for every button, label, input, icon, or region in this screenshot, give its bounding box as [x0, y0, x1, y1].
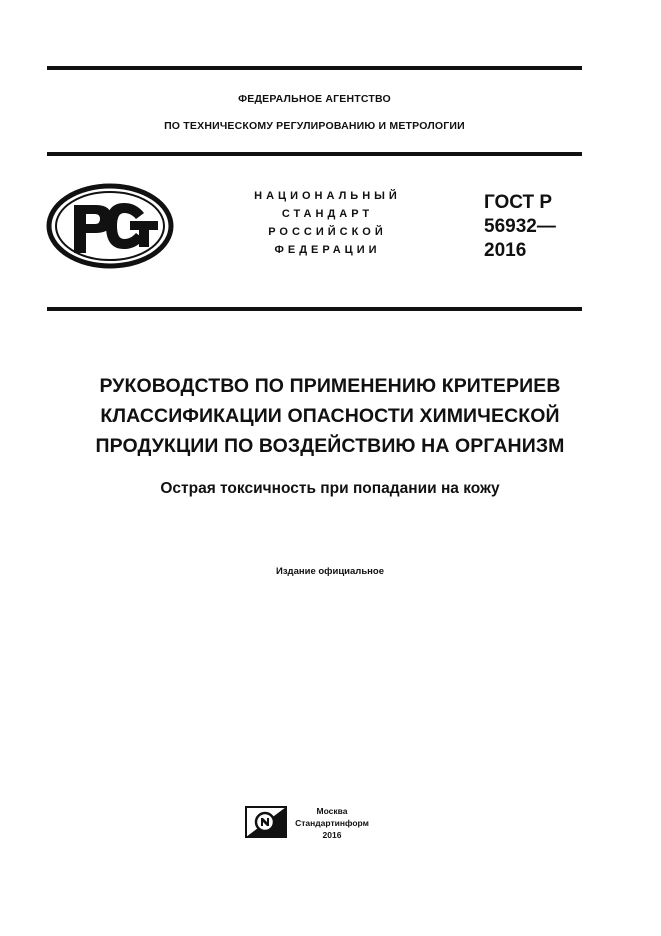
standard-line-4: ФЕДЕРАЦИИ — [274, 244, 381, 256]
title-line-3: ПРОДУКЦИИ ПО ВОЗДЕЙСТВИЮ НА ОРГАНИЗМ — [95, 435, 565, 457]
rst-logo-icon — [46, 183, 174, 269]
standartinform-logo-icon — [245, 806, 287, 838]
publisher-name: Стандартинформ — [295, 818, 369, 828]
top-rule — [47, 66, 582, 70]
standard-rule — [47, 307, 582, 311]
gost-code: 56932— — [484, 216, 556, 237]
standard-line-1: НАЦИОНАЛЬНЫЙ — [254, 190, 401, 202]
title-line-2: КЛАССИФИКАЦИИ ОПАСНОСТИ ХИМИЧЕСКОЙ — [100, 405, 560, 427]
publisher-year: 2016 — [322, 830, 342, 840]
standard-line-3: РОССИЙСКОЙ — [268, 226, 387, 238]
title-line-1: РУКОВОДСТВО ПО ПРИМЕНЕНИЮ КРИТЕРИЕВ — [99, 375, 561, 397]
publisher-city: Москва — [316, 806, 348, 816]
document-subtitle: Острая токсичность при попадании на кожу — [160, 480, 500, 497]
gost-number — [484, 191, 556, 263]
gost-prefix: ГОСТ Р — [484, 192, 553, 213]
publisher-block — [292, 805, 372, 841]
header-rule — [47, 152, 582, 156]
document-title — [30, 371, 630, 461]
standard-line-2: СТАНДАРТ — [281, 208, 374, 220]
edition-label: Издание официальное — [276, 566, 384, 577]
gost-year: 2016 — [484, 240, 527, 261]
agency-line-2: ПО ТЕХНИЧЕСКОМУ РЕГУЛИРОВАНИЮ И МЕТРОЛОГИИ — [164, 120, 465, 132]
agency-line-1: ФЕДЕРАЛЬНОЕ АГЕНТСТВО — [238, 93, 391, 105]
